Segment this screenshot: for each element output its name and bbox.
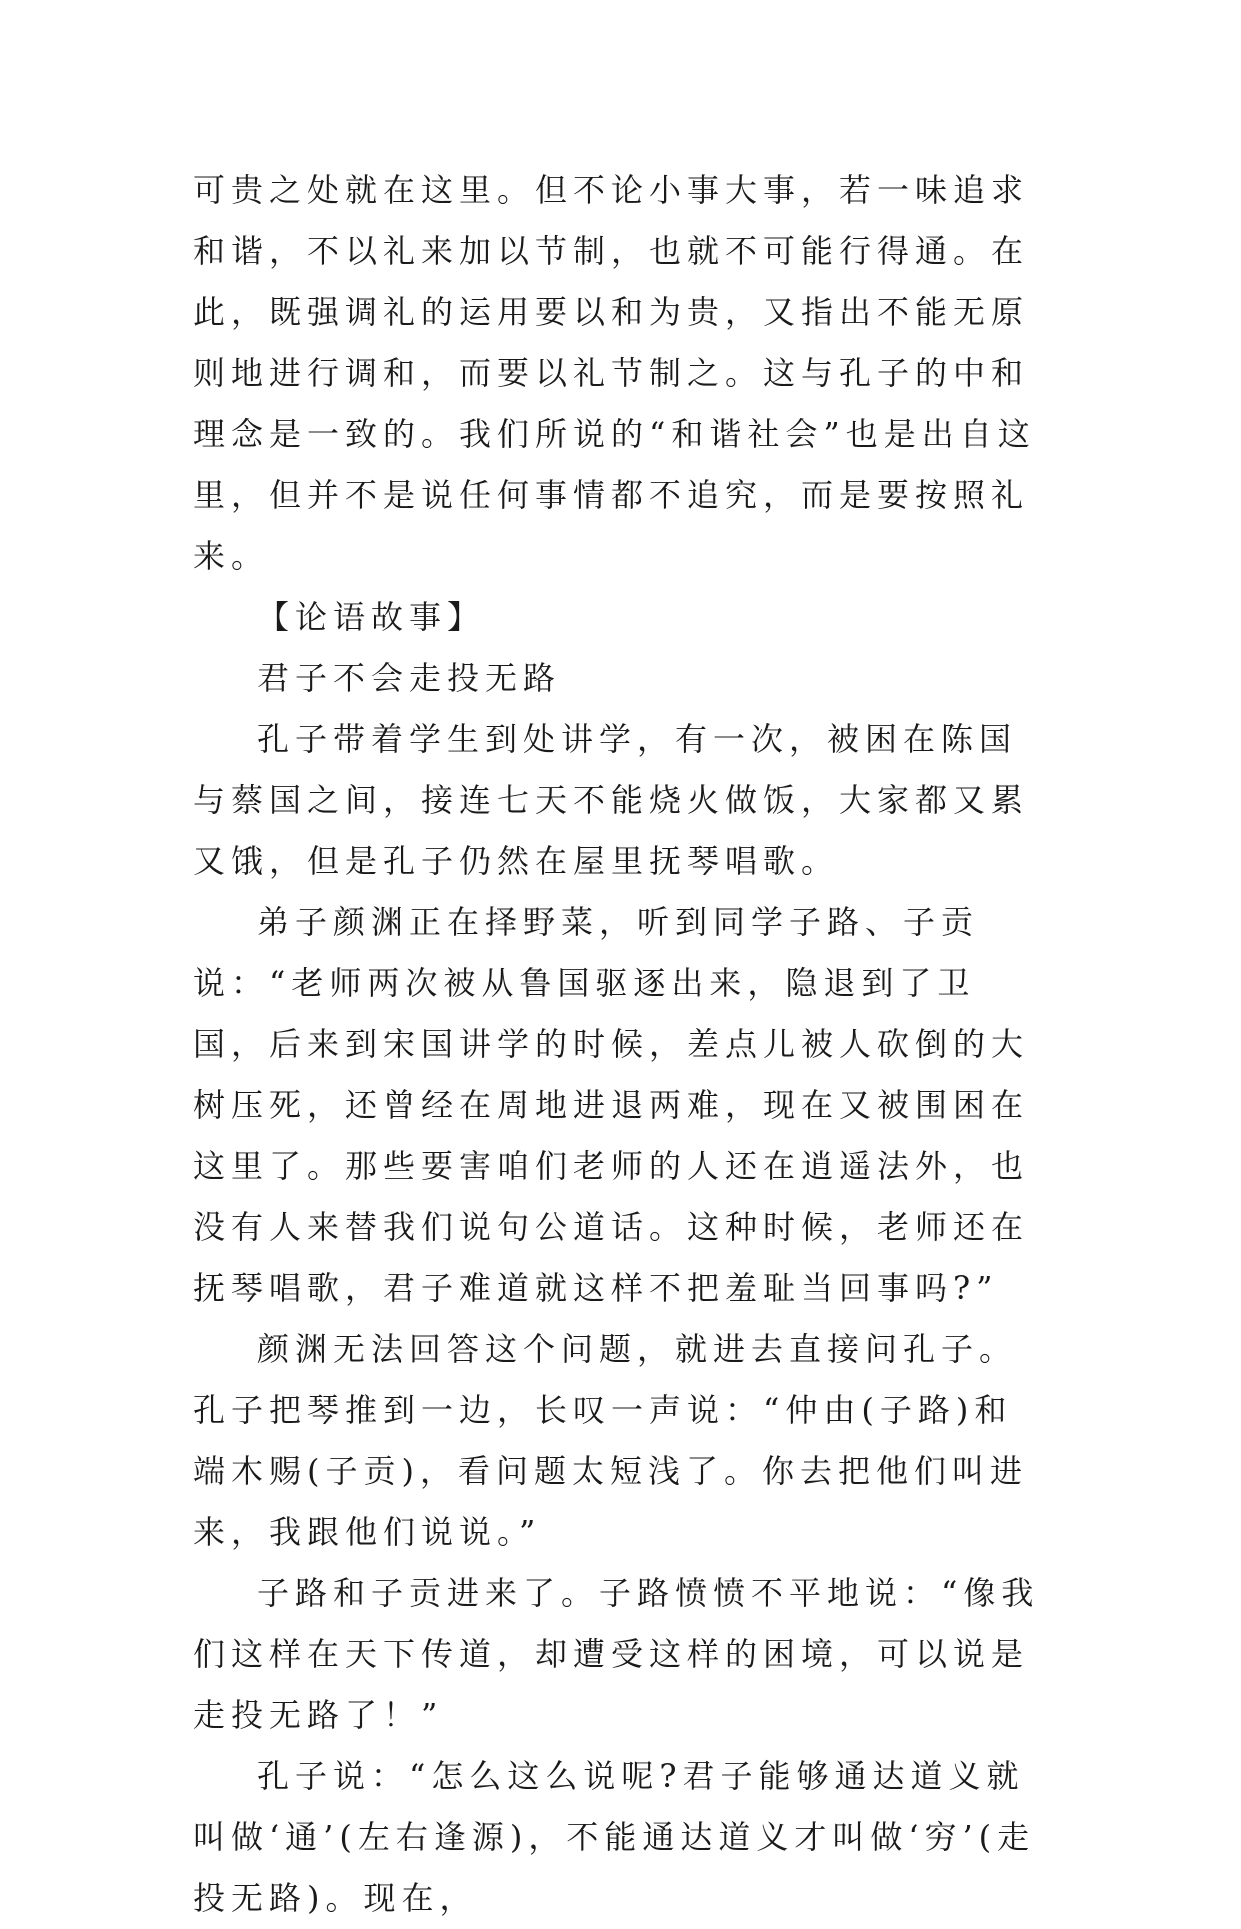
story-title: 君子不会走投无路 xyxy=(257,659,562,697)
document-body xyxy=(193,160,1049,1929)
paragraph: 子路和子贡进来了。子路愤愤不平地说：“像我们这样在天下传道，却遭受这样的困境，可以说是走投无路了！” xyxy=(193,1574,1040,1734)
paragraph: 颜渊无法回答这个问题，就进去直接问孔子。孔子把琴推到一边，长叹一声说：“仲由(子路)和端木赐(子贡)，看问题太短浅了。你去把他们叫进来，我跟他们说说。” xyxy=(193,1330,1028,1551)
paragraph: 孔子说：“怎么这么说呢?君子能够通达道义就叫做‘通’(左右逢源)，不能通达道义才叫做‘穷’(走投无路)。现在， xyxy=(193,1757,1036,1917)
section-heading: 【论语故事】 xyxy=(257,598,486,636)
paragraph-continuation: 可贵之处就在这里。但不论小事大事，若一味追求和谐，不以礼来加以节制，也就不可能行得通。在此，既强调礼的运用要以和为贵，又指出不能无原则地进行调和，而要以礼节制之。这与孔子的中和理念是一致的。我们所说的“和谐社会”也是出自这里，但并不是说任何事情都不追究，而是要按照礼来。 xyxy=(193,171,1036,575)
paragraph: 弟子颜渊正在择野菜，听到同学子路、子贡说：“老师两次被从鲁国驱逐出来，隐退到了卫国，后来到宋国讲学的时候，差点儿被人砍倒的大树压死，还曾经在周地进退两难，现在又被围困在这里了。那些要害咱们老师的人还在逍遥法外，也没有人来替我们说句公道话。这种时候，老师还在抚琴唱歌，君子难道就这样不把羞耻当回事吗?” xyxy=(193,903,1030,1307)
paragraph: 孔子带着学生到处讲学，有一次，被困在陈国与蔡国之间，接连七天不能烧火做饭，大家都又累又饿，但是孔子仍然在屋里抚琴唱歌。 xyxy=(193,720,1030,880)
